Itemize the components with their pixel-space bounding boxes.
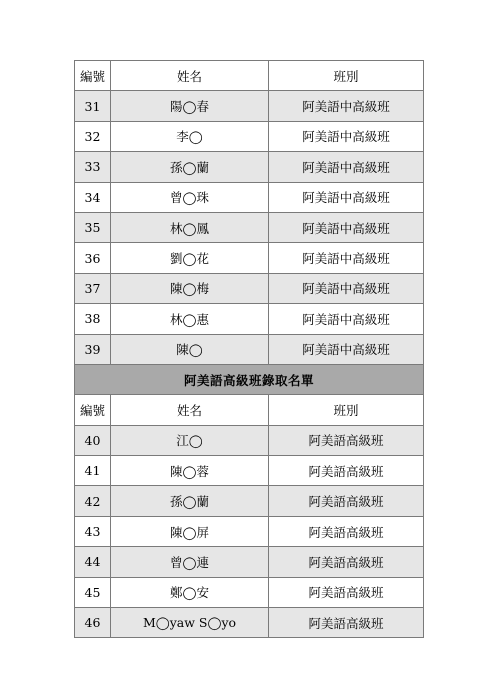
row-name: 鄭◯安	[111, 577, 269, 607]
row-class: 阿美語高級班	[269, 486, 424, 516]
enrollment-table	[74, 60, 424, 638]
row-number: 34	[75, 182, 111, 212]
row-class: 阿美語高級班	[269, 577, 424, 607]
row-number: 37	[75, 273, 111, 303]
row-number: 35	[75, 212, 111, 242]
header-number: 編號	[75, 395, 111, 425]
row-name: 陳◯梅	[111, 273, 269, 303]
row-class: 阿美語中高級班	[269, 182, 424, 212]
section-title: 阿美語高級班錄取名單	[75, 364, 424, 394]
section-title-row	[75, 364, 424, 394]
table-row	[75, 91, 424, 121]
header-class: 班別	[269, 61, 424, 91]
header-name: 姓名	[111, 61, 269, 91]
row-name: M◯yaw S◯yo	[111, 608, 269, 638]
row-number: 40	[75, 425, 111, 455]
row-number: 31	[75, 91, 111, 121]
row-number: 44	[75, 547, 111, 577]
row-number: 38	[75, 304, 111, 334]
row-class: 阿美語高級班	[269, 608, 424, 638]
row-name: 曾◯珠	[111, 182, 269, 212]
row-class: 阿美語中高級班	[269, 273, 424, 303]
row-number: 45	[75, 577, 111, 607]
row-number: 43	[75, 516, 111, 546]
row-class: 阿美語中高級班	[269, 152, 424, 182]
row-class: 阿美語中高級班	[269, 304, 424, 334]
row-class: 阿美語高級班	[269, 456, 424, 486]
row-name: 陳◯屏	[111, 516, 269, 546]
table-row	[75, 121, 424, 151]
table-row	[75, 577, 424, 607]
row-number: 36	[75, 243, 111, 273]
table-row	[75, 182, 424, 212]
row-name: 陳◯蓉	[111, 456, 269, 486]
header-class: 班別	[269, 395, 424, 425]
row-name: 陳◯	[111, 334, 269, 364]
row-name: 林◯惠	[111, 304, 269, 334]
table-row	[75, 334, 424, 364]
row-name: 孫◯蘭	[111, 486, 269, 516]
row-name: 江◯	[111, 425, 269, 455]
table-row	[75, 243, 424, 273]
table-row	[75, 608, 424, 638]
header-name: 姓名	[111, 395, 269, 425]
row-name: 林◯鳳	[111, 212, 269, 242]
row-class: 阿美語中高級班	[269, 334, 424, 364]
row-class: 阿美語高級班	[269, 516, 424, 546]
table-row	[75, 304, 424, 334]
table-header-row	[75, 395, 424, 425]
table-row	[75, 547, 424, 577]
table-row	[75, 212, 424, 242]
row-name: 李◯	[111, 121, 269, 151]
row-number: 41	[75, 456, 111, 486]
row-class: 阿美語中高級班	[269, 212, 424, 242]
row-number: 39	[75, 334, 111, 364]
row-number: 32	[75, 121, 111, 151]
row-name: 孫◯蘭	[111, 152, 269, 182]
row-class: 阿美語中高級班	[269, 121, 424, 151]
row-name: 劉◯花	[111, 243, 269, 273]
row-name: 陽◯春	[111, 91, 269, 121]
row-class: 阿美語中高級班	[269, 243, 424, 273]
row-number: 33	[75, 152, 111, 182]
table-row	[75, 425, 424, 455]
row-number: 42	[75, 486, 111, 516]
row-class: 阿美語高級班	[269, 425, 424, 455]
header-number: 編號	[75, 61, 111, 91]
row-class: 阿美語中高級班	[269, 91, 424, 121]
table-row	[75, 273, 424, 303]
table-row	[75, 456, 424, 486]
row-name: 曾◯連	[111, 547, 269, 577]
row-number: 46	[75, 608, 111, 638]
table-row	[75, 152, 424, 182]
row-class: 阿美語高級班	[269, 547, 424, 577]
table-row	[75, 516, 424, 546]
table-header-row	[75, 61, 424, 91]
table-row	[75, 486, 424, 516]
